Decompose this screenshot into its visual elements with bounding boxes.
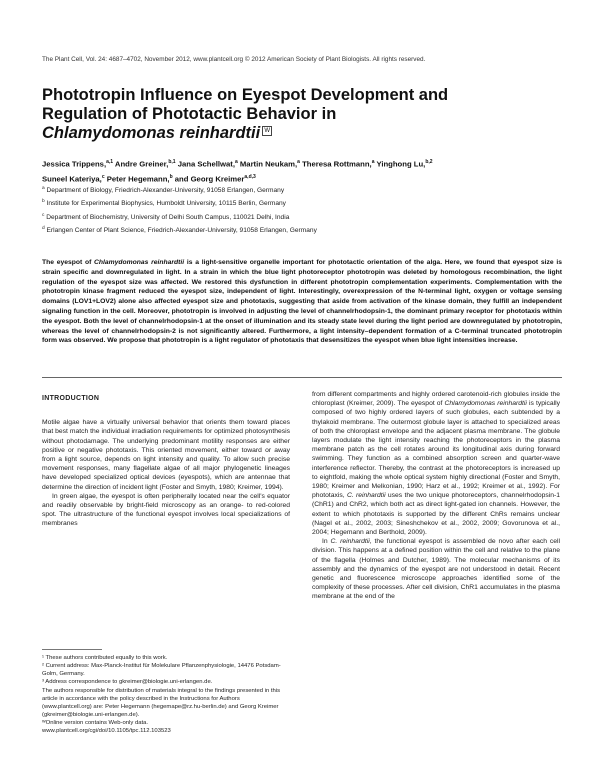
author: Jessica Trippens, [42, 159, 107, 169]
affiliation [42, 223, 562, 236]
footnotes [42, 649, 290, 736]
author: Yinghong Lu, [376, 159, 426, 169]
abstract-text: is a light-sensitive organelle important for phototactic orientation of the alga. Here, we found that eyespot size is strain specific and downregulated in light. In a strain in which the blue light photoreceptor phototropin was deleted by homologous recombination, the light regulation of the eyespot size was affected. We restored this dysfunction in different phototropin complementation experiments. Complementation with the phototropin kinase fragment reduced the eyespot size, independent of light. Interestingly, overexpression of the N-terminal light, oxygen or voltage sensing domains (LOV1+LOV2) alone also affected eyespot size and phototaxis, suggesting that aside from activation of the kinase domain, they fulfill an independent signaling function in the cell. Moreover, phototropin is involved in adjusting the level of channelrhodopsin-1, the dominant primary receptor for phototaxis within the eyespot. Both the level of channelrhodopsin-1 at the onset of illumination and its steady state level during the light period are downregulated by phototropin, whereas the level of channelrhodopsin-2 is not significantly altered. Furthermore, a light intensity–dependent formation of a C-terminal truncated phototropin form was observed. We propose that phototropin is a light regulator of phototaxis that desensitizes the eyespot when blue light intensities increase. [42, 259, 562, 345]
author: Andre Greiner, [114, 159, 169, 169]
species-name: C. reinhardtii [330, 538, 370, 546]
footnote: ¹ These authors contributed equally to this work. [42, 655, 168, 661]
intro-paragraph-1: Motile algae have a virtually universal behavior that orients them toward places that best match the individual irradiation requirements for optimized photosynthesis without photodamage. The underlying predominant motility responses are either positive or negative phototaxis. This oriented movement, either toward or away from a light source, depends on light intensity and quality. To allow such precise movement responses, many flagellate algae of all major phylogenetic lineages have developed specialized optical devices (eyespots), which are antennae that determine the direction of incident light (Foster and Smyth, 1980; Kreimer, 1994). [42, 419, 290, 491]
author-sup: c [101, 173, 105, 180]
affiliation-sup: d [42, 226, 45, 232]
abstract [42, 258, 562, 346]
author: and Georg Kreimer [174, 174, 245, 184]
body-text: In [322, 538, 331, 546]
author-sup: a,d,3 [244, 173, 256, 180]
abstract-species: Chlamydomonas reinhardtii [94, 259, 185, 266]
species-name: C. reinhardtii [346, 492, 386, 500]
author: Jana Schellwat, [177, 159, 235, 169]
affiliation-sup: a [42, 186, 45, 191]
section-divider [42, 377, 562, 378]
body-text: , the functional eyespot is assembled de novo after each cell division. This happens at a defined position within the cell and relative to the plane of the flagella (Holmes and Dutcher, 1989). The molecular mechanisms of its assembly and the dynamics of the eyespot are not understood in detail. Recent genetic and fluorescence microscope approaches identified some of the complexity of these processes. After cell division, ChR1 accumulates in the plasma membrane at the end of the [312, 538, 560, 601]
author: Peter Hegemann, [106, 174, 170, 184]
footnote-divider [42, 649, 102, 650]
author-sup: b,1 [168, 159, 176, 165]
intro-paragraph-4 [312, 537, 560, 601]
intro-paragraph-3 [312, 390, 560, 537]
footnote: The authors responsible for distribution of materials integral to the findings presented in this article in accordance with the policy described in the Instructions for Authors (www.plantcell.org) are: Peter Hegemann (hegemape@rz.hu-berlin.de) and Georg Kreimer (gkreimer@biologie.uni-erlangen.de). [42, 687, 281, 719]
w-icon: W [262, 126, 272, 136]
abstract-text: The eyespot of [42, 259, 95, 266]
author-list [42, 156, 562, 185]
title-line-1: Phototropin Influence on Eyespot Development and [42, 86, 449, 104]
doi-link[interactable]: www.plantcell.org/cgi/doi/10.1105/tpc.112.103523 [42, 728, 171, 735]
title-species: Chlamydomonas reinhardtii [42, 124, 261, 142]
article-title [42, 86, 512, 143]
body-text: uses the two unique photoreceptors, channelrhodopsin-1 (ChR1) and ChR2, which both act as direct light-gated ion channels. However, the extent to which phototaxis is supported by the different ChRs remains unclear (Nagel et al., 2002, 2003; Sineshchekov et al., 2002, 2009; Govorunova et al., 2004; Hegemann and Berthold, 2009). [312, 492, 560, 537]
author-sup: a [234, 159, 238, 165]
affiliation [42, 196, 562, 209]
author: Martin Neukam, [239, 159, 298, 169]
body-text: from different compartments and highly ordered carotenoid-rich globules inside the chloroplast (Kreimer, 2009). The eyespot of [312, 391, 560, 408]
author: Theresa Rottmann, [302, 159, 372, 169]
author: Suneel Kateriya, [42, 174, 102, 184]
affiliation [42, 183, 562, 196]
author-sup: a [371, 159, 375, 165]
affiliation-sup: c [42, 212, 45, 218]
species-name: Chlamydomonas reinhardtii [444, 400, 527, 408]
affiliation-text: Department of Biochemistry, University of Delhi South Campus, 110021 Delhi, India [46, 214, 290, 222]
footnote: ² Current address: Max-Planck-Institut für Molekulare Pflanzenphysiologie, 14476 Potsdam-Golm, Germany. [42, 663, 281, 678]
affiliation-sup: b [42, 199, 45, 205]
affiliation-list [42, 183, 562, 237]
right-column [312, 390, 560, 602]
left-column [42, 394, 290, 529]
affiliation-text: Institute for Experimental Biophysics, Humboldt University, 10115 Berlin, Germany [46, 200, 286, 208]
author-sup: b [169, 173, 173, 180]
section-heading-introduction: INTRODUCTION [42, 395, 100, 402]
intro-paragraph-2: In green algae, the eyespot is often peripherally located near the cell's equator and readily observable by bright-field microscopy as an orange- to red-colored spot. The ultrastructure of the functional eyespot involves local specializations of membranes [42, 492, 290, 528]
affiliation-text: Department of Biology, Friedrich-Alexander-University, 91058 Erlangen, Germany [46, 187, 285, 195]
journal-citation: The Plant Cell, Vol. 24: 4687–4702, November 2012, www.plantcell.org © 2012 American Society of Plant Biologists. All rights reserved. [42, 56, 426, 63]
title-line-2: Regulation of Phototactic Behavior in [42, 105, 337, 123]
body-text: is typically composed of two highly ordered layers of such globules, each subtended by a thylakoid membrane. The outermost globule layer is attached to specialized areas of both the chloroplast envelope and the adjacent plasma membrane. The globule layers modulate the light intensity reaching the photoreceptors in the plasma membrane patch as the cell rotates around its longitudinal axis during forward swimming. They function as a combined absorption screen and quarter-wave interference reflector. Thereby, the contrast at the photoreceptors is increased up to eightfold, making the whole optical system highly directional (Foster and Smyth, 1980; Kreimer and Melkonian, 1990; Harz et al., 1992; Kreimer et al., 1992). For phototaxis, [312, 400, 560, 500]
author-sup: a,1 [106, 159, 114, 165]
title-line-3 [42, 124, 512, 143]
author-sup: b,2 [425, 159, 433, 165]
footnote: ᵂOnline version contains Web-only data. [42, 720, 149, 727]
author-sup: a [297, 159, 300, 165]
footnote: ³ Address correspondence to gkreimer@biologie.uni-erlangen.de. [42, 679, 213, 686]
affiliation-text: Erlangen Center of Plant Science, Friedrich-Alexander-University, 91058 Erlangen, Germany [46, 227, 317, 235]
affiliation [42, 210, 562, 223]
